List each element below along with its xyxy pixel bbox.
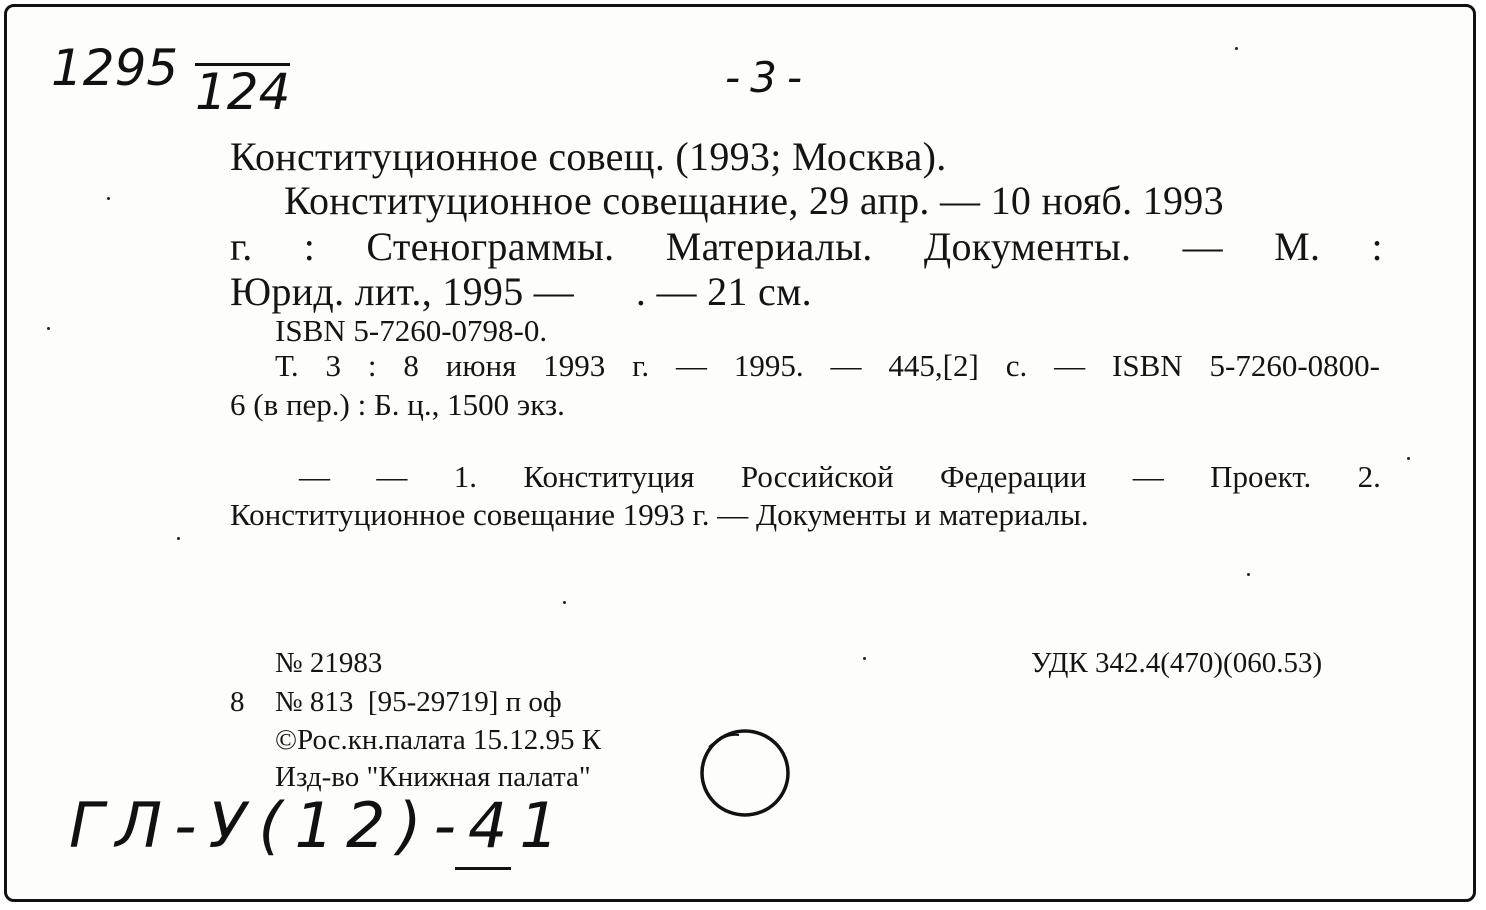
catalog-card	[4, 4, 1476, 902]
stamp-circle-icon	[695, 725, 795, 825]
subject-word: —	[376, 459, 408, 494]
entry-heading: Конституционное совещ. (1993; Москва).	[230, 134, 947, 179]
title-word: г.	[230, 224, 253, 269]
copyright-line: ©Рос.кн.палата 15.12.95 К	[275, 724, 602, 756]
record-number: № 21983	[275, 647, 383, 679]
handwritten-fraction: 124	[195, 63, 291, 121]
order-line: № 813 [95-29719] п оф	[275, 686, 562, 718]
volume-line-2: 6 (в пер.) : Б. ц., 1500 экз.	[230, 387, 565, 422]
subjects-line-2: Конституционное совещание 1993 г. — Документы и материалы.	[230, 497, 1089, 532]
title-word: Материалы.	[665, 224, 873, 269]
print-speck	[107, 197, 110, 200]
entry-title-line-2	[230, 223, 1383, 270]
handwritten-underline	[455, 867, 511, 870]
subjects-line-1	[299, 459, 1381, 495]
handwritten-number: 1295	[51, 39, 179, 97]
print-speck	[47, 327, 50, 330]
print-speck	[563, 601, 566, 604]
title-word: М.	[1274, 224, 1321, 269]
subject-word: —	[299, 459, 330, 494]
title-word: Стенограммы.	[366, 224, 615, 269]
subject-word: Российской	[740, 459, 894, 494]
publisher-line: Изд-во "Книжная палата"	[275, 761, 591, 793]
entry-title-line-1: Конституционное совещание, 29 апр. — 10 нояб. 1993	[284, 178, 1224, 223]
print-speck	[1235, 47, 1238, 50]
handwritten-shelf-code: ГЛ-У(12)-41	[69, 789, 571, 862]
subject-word: 1.	[453, 459, 477, 494]
print-speck	[177, 537, 180, 540]
title-word: :	[303, 224, 316, 269]
print-speck	[863, 657, 866, 660]
title-word: :	[1371, 224, 1383, 269]
entry-title-line-3: Юрид. лит., 1995 — . — 21 см.	[230, 269, 812, 314]
title-word: Документы.	[923, 224, 1132, 269]
volume-line-1: Т. 3 : 8 июня 1993 г. — 1995. — 445,[2] с. — ISBN 5-7260-0800-	[275, 348, 1380, 383]
udk-code: УДК 342.4(470)(060.53)	[1031, 647, 1323, 679]
order-prefix: 8	[230, 686, 245, 718]
entry-isbn: ISBN 5-7260-0798-0.	[275, 313, 548, 348]
subject-word: —	[1132, 459, 1164, 494]
title-word: —	[1182, 224, 1223, 269]
handwritten-page-number: -3-	[725, 53, 813, 102]
subject-word: Конституция	[523, 459, 695, 494]
print-speck	[1247, 573, 1250, 576]
subject-word: Федерации	[940, 459, 1087, 494]
subject-word: 2.	[1357, 459, 1381, 494]
print-speck	[1407, 457, 1410, 460]
subject-word: Проект.	[1210, 459, 1312, 494]
